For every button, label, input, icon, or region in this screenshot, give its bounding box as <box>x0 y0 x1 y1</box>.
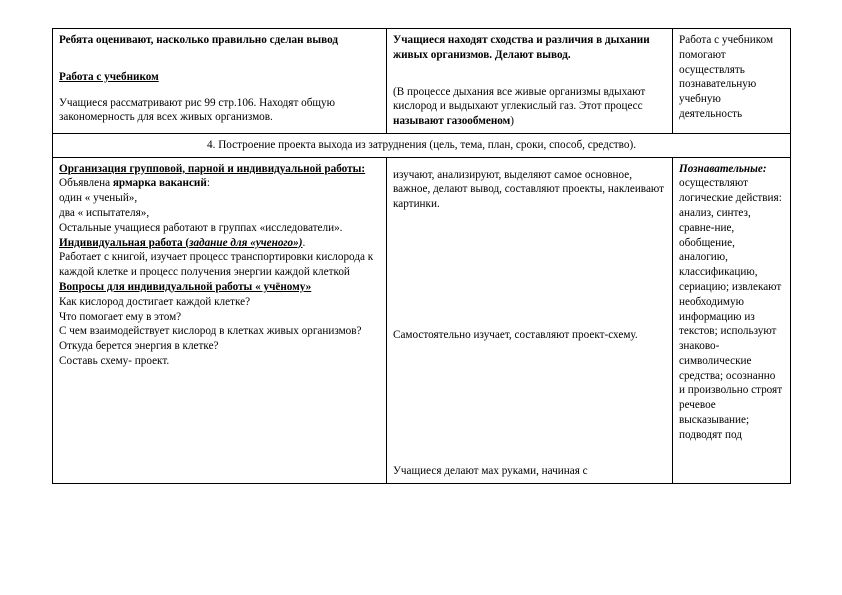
row1-mid-line1: Учащиеся находят сходства и различия в дыхании живых организмов. Делают вывод. <box>393 34 650 61</box>
spacer <box>393 300 666 322</box>
row1-mid-text-a: (В процессе дыхания все живые организмы вдыхают кислород и выдыхают углекислый газ. Этот процесс <box>393 85 646 113</box>
row3-left-question-5: Составь схему- проект. <box>59 354 170 367</box>
row1-left-heading-textbook: Работа с учебником <box>59 70 159 83</box>
row3-left-heading-organization: Организация групповой, парной и индивидуальной работы: <box>59 162 366 175</box>
row3-left-individual-desc: Работает с книгой, изучает процесс транспортировки кислорода к каждой клетке и процесс получения энергии каждой клеткой <box>59 251 374 279</box>
row3-left-questions-heading: Вопросы для индивидуальной работы « учёному» <box>59 280 312 293</box>
row1-cell-activities <box>53 29 387 134</box>
spacer <box>393 278 666 300</box>
spacer <box>393 453 666 464</box>
row3-cell-student-actions <box>387 157 673 483</box>
spacer <box>393 365 666 387</box>
row3-left-question-2: Что помогает ему в этом? <box>59 310 182 323</box>
row1-right-text: Работа с учебником помогают осуществлять познавательную учебную деятельность <box>679 34 774 120</box>
row3-left-role-3: Остальные учащиеся работают в группах «исследователи». <box>59 221 343 234</box>
row3-left-fair-line <box>59 176 380 191</box>
row3-left-question-4: Откуда берется энергия в клетке? <box>59 340 219 353</box>
row1-mid-text-b: называют газообменом <box>393 115 511 128</box>
row3-mid-block-2: Самостоятельно изучает, составляют проект-схему. <box>393 329 638 342</box>
table-row <box>53 157 791 483</box>
row1-left-line1: Ребята оценивают, насколько правильно сделан вывод <box>59 34 339 46</box>
spacer <box>393 343 666 365</box>
spacer <box>393 234 666 256</box>
table-section-row <box>53 133 791 157</box>
row1-mid-text-c: ) <box>510 115 515 128</box>
row3-left-individual-a: Индивидуальная работа ( <box>59 236 190 249</box>
row1-mid-paragraph <box>393 85 666 129</box>
row3-mid-block-1: изучают, анализируют, выделяют самое основное, важное, делают вывод, составляют проекты, наклеивают картинки. <box>393 168 665 211</box>
spacer <box>393 409 666 431</box>
spacer <box>393 63 666 85</box>
spacer <box>393 212 666 234</box>
spacer <box>393 431 666 453</box>
row1-left-line-body: Учащиеся рассматривают рис 99 стр.106. Находят общую закономерность для всех живых организмов. <box>59 96 335 124</box>
row3-left-fair-c: : <box>206 177 210 190</box>
spacer <box>59 85 380 96</box>
row3-cell-uud <box>673 157 791 483</box>
spacer <box>393 256 666 278</box>
row3-mid-block-3: Учащиеся делают мах руками, начиная с <box>393 464 588 477</box>
row3-left-role-2: два « испытателя», <box>59 207 150 220</box>
row3-right-text: осуществляют логические действия: анализ, синтез, сравне-ние, обобщение, аналогию, классификацию, сериацию; извлекают необходимую информацию из текстов; используют знаково-символические средства; осознанно и произвольно строят речевое высказывание; подводят под <box>679 177 783 441</box>
row1-cell-uud <box>673 29 791 134</box>
row3-left-individual-c: . <box>302 236 306 249</box>
row3-left-question-1: Как кислород достигает каждой клетке? <box>59 295 251 308</box>
row3-left-individual-work-line <box>59 236 380 251</box>
spacer <box>59 48 380 70</box>
row3-left-fair-a: Объявлена <box>59 177 113 190</box>
row3-left-question-3: С чем взаимодействует кислород в клетках живых организмов? <box>59 325 362 338</box>
row1-cell-student-actions <box>387 29 673 134</box>
row3-left-fair-b: ярмарка вакансий <box>112 177 207 190</box>
lesson-plan-table <box>52 28 791 484</box>
row3-left-role-1: один « ученый», <box>59 192 138 205</box>
table-row <box>53 29 791 134</box>
spacer <box>393 387 666 409</box>
row3-cell-activities <box>53 157 387 483</box>
section-heading: 4. Построение проекта выхода из затруднения (цель, тема, план, сроки, способ, средство). <box>53 133 791 157</box>
row3-right-heading: Познавательные: <box>679 162 767 175</box>
row3-left-individual-b: задание для «ученого») <box>189 236 303 249</box>
